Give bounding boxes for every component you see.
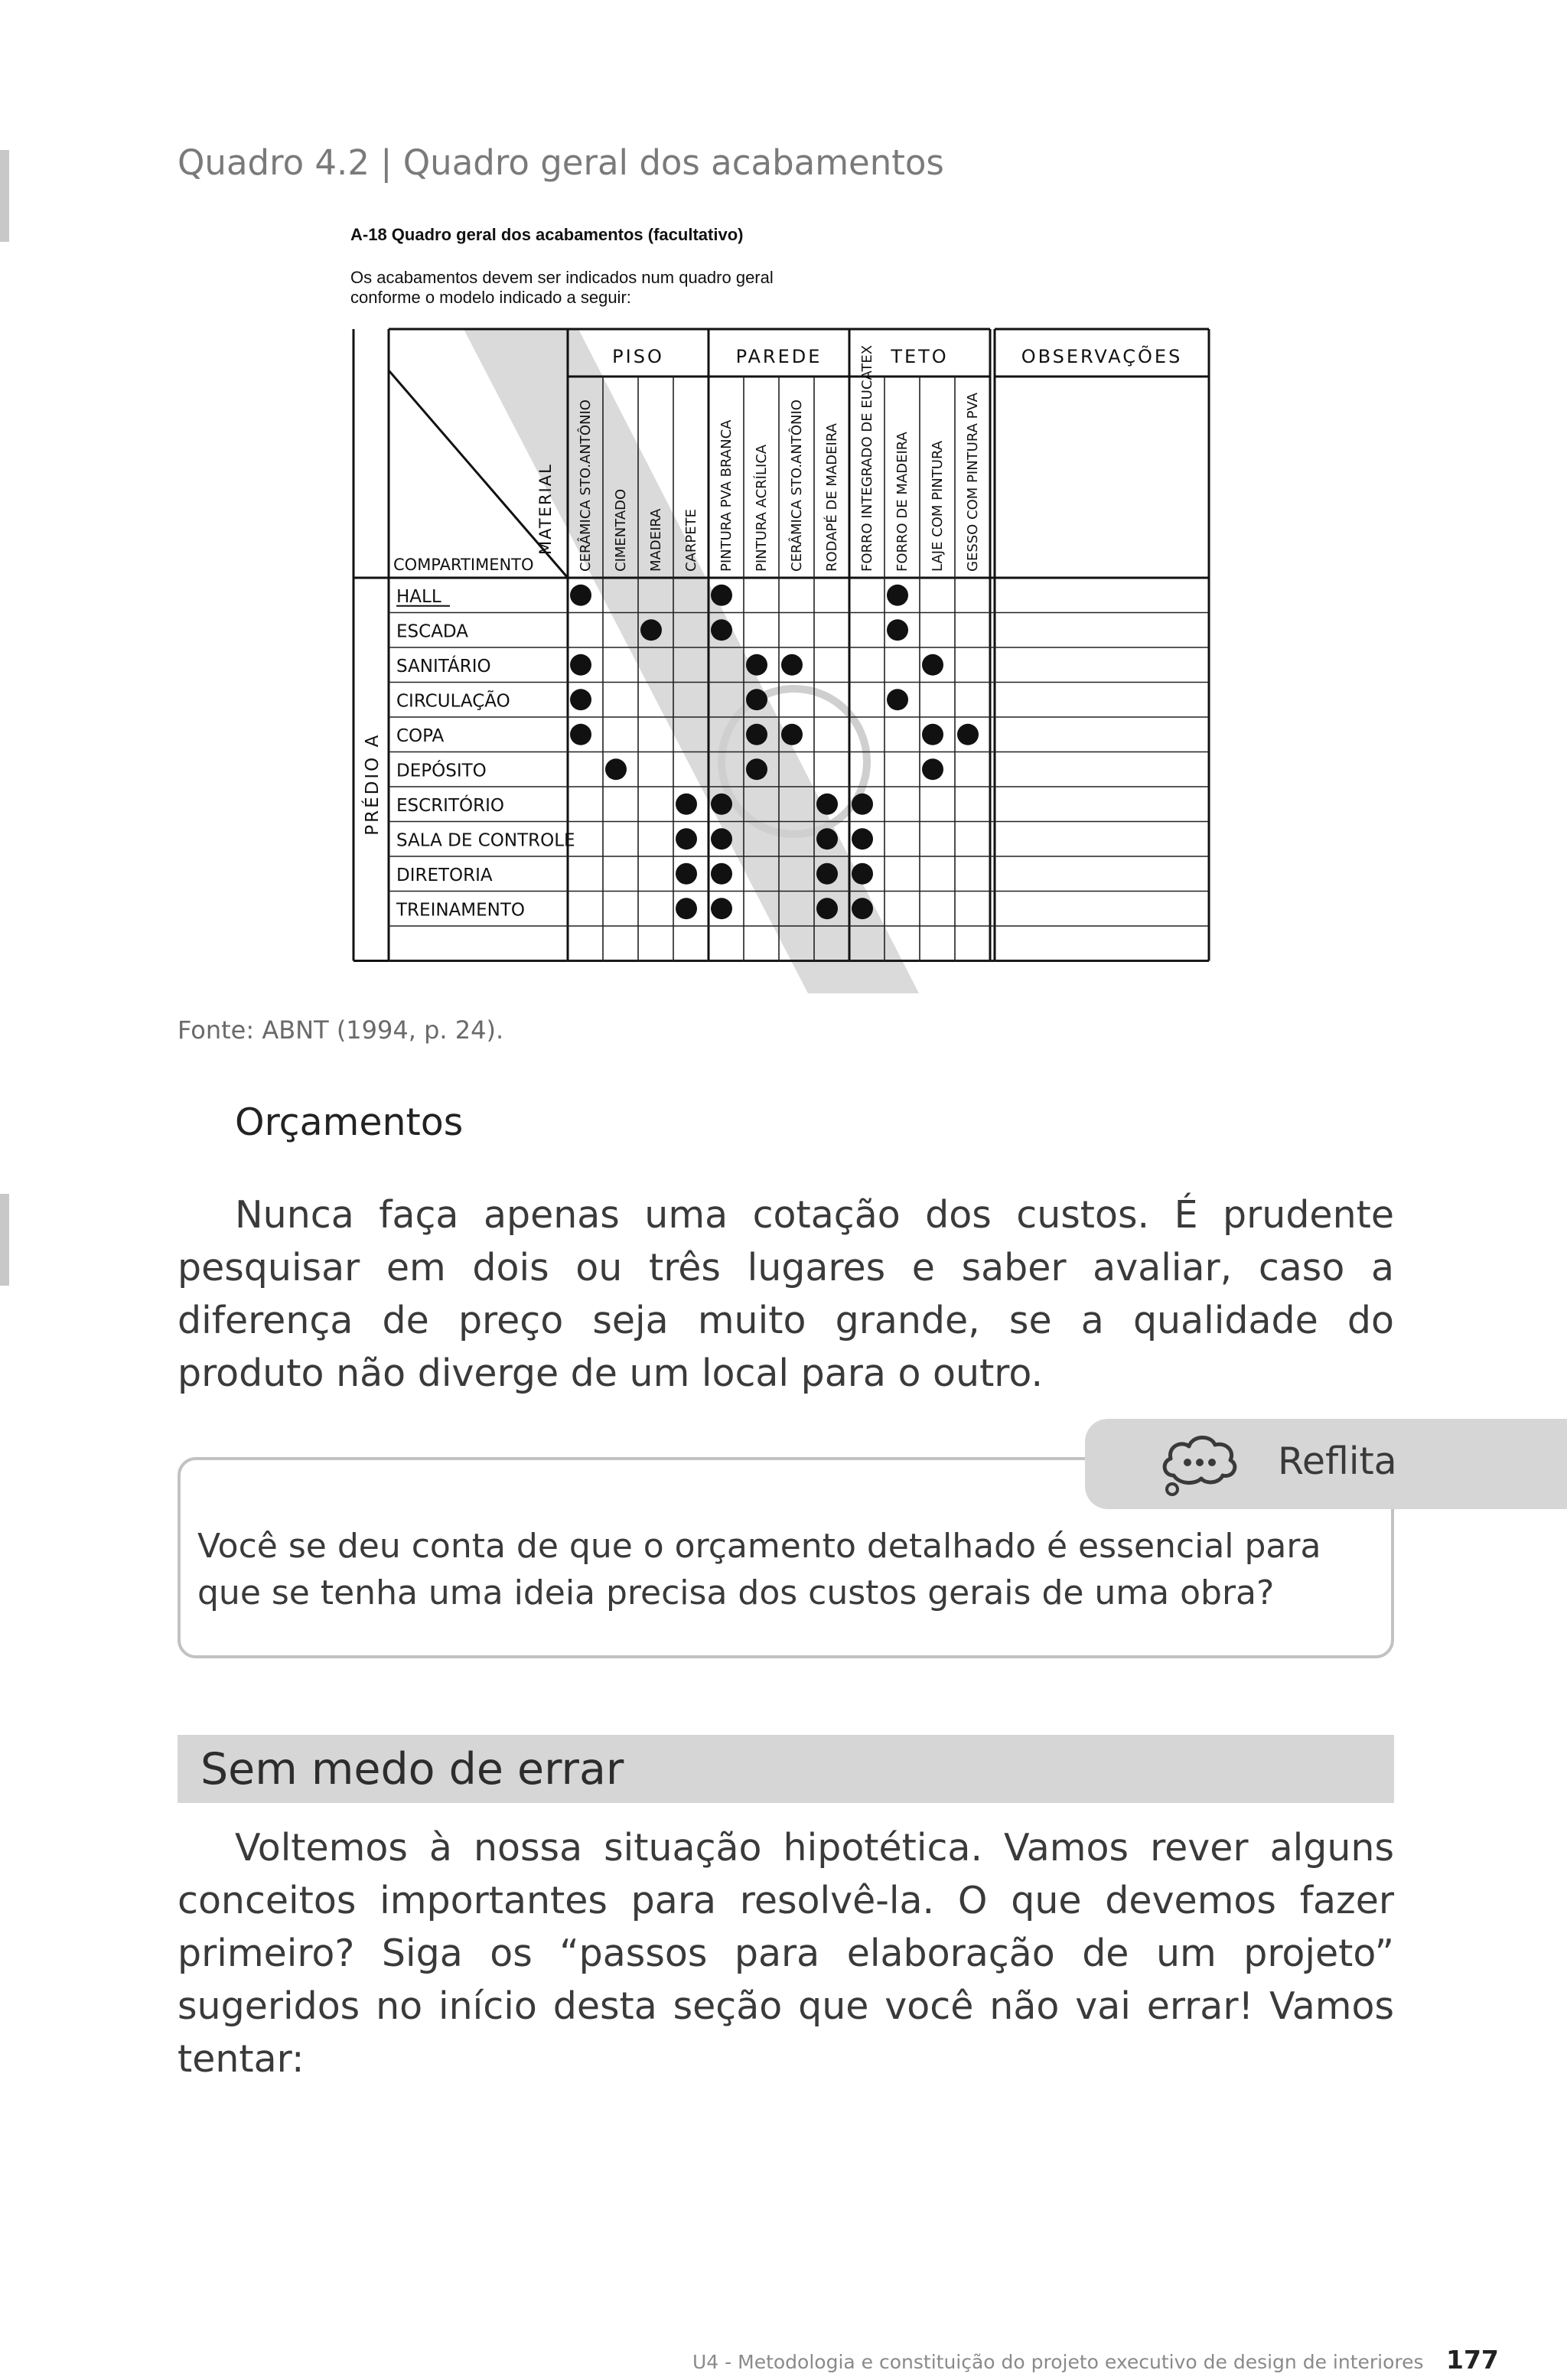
finish-mark-r8-c3 bbox=[676, 863, 697, 885]
figure-intro-line2: conforme o modelo indicado a seguir: bbox=[350, 288, 631, 307]
footer-text: U4 - Metodologia e constituição do projeto executivo de design de interiores bbox=[692, 2351, 1424, 2373]
material-column-2: MADEIRA bbox=[648, 508, 664, 572]
group-header-3: OBSERVAÇÕES bbox=[1021, 346, 1183, 367]
margin-bar-top bbox=[0, 150, 9, 242]
watermark-band bbox=[464, 329, 919, 993]
material-column-10: LAJE COM PINTURA bbox=[930, 440, 946, 572]
paragraph-hypothetical bbox=[178, 1821, 1394, 2085]
finish-mark-r9-c7 bbox=[816, 898, 838, 919]
finish-mark-r9-c4 bbox=[711, 898, 732, 919]
row-name-2: SANITÁRIO bbox=[396, 656, 491, 677]
finish-mark-r2-c10 bbox=[922, 654, 943, 676]
finish-mark-r3-c9 bbox=[887, 689, 908, 710]
material-column-5: PINTURA ACRÍLICA bbox=[754, 444, 770, 572]
paragraph-hypothetical-text: Voltemos à nossa situação hipotética. Vamos rever alguns conceitos importantes para resolvê-la. O que devemos fazer primeiro? Siga os “passos para elaboração de um projeto” sugeridos no início desta seção que você não vai errar! Vamos tentar: bbox=[178, 1826, 1394, 2081]
finish-mark-r8-c7 bbox=[816, 863, 838, 885]
finishes-table bbox=[349, 214, 1221, 995]
row-name-6: ESCRITÓRIO bbox=[396, 795, 504, 816]
finish-mark-r7-c7 bbox=[816, 828, 838, 849]
row-name-3: CIRCULAÇÃO bbox=[396, 691, 510, 712]
material-column-8: FORRO INTEGRADO DE EUCATEX bbox=[859, 344, 875, 572]
compartment-label: COMPARTIMENTO bbox=[393, 556, 534, 574]
finish-mark-r4-c6 bbox=[781, 724, 803, 745]
building-label: PRÉDIO A bbox=[363, 732, 383, 836]
finish-mark-r5-c5 bbox=[746, 758, 767, 780]
row-name-5: DEPÓSITO bbox=[396, 761, 487, 781]
group-header-0: PISO bbox=[612, 346, 664, 367]
row-name-7: SALA DE CONTROLE bbox=[396, 830, 575, 851]
finish-mark-r6-c3 bbox=[676, 794, 697, 815]
section-title: Sem medo de errar bbox=[200, 1744, 624, 1795]
row-name-4: COPA bbox=[396, 725, 445, 746]
thought-bubble-icon bbox=[1157, 1428, 1241, 1505]
page-number: 177 bbox=[1446, 2345, 1499, 2375]
finish-mark-r7-c4 bbox=[711, 828, 732, 849]
finish-mark-r2-c5 bbox=[746, 654, 767, 676]
paragraph-budget bbox=[178, 1188, 1394, 1400]
finish-mark-r9-c3 bbox=[676, 898, 697, 919]
material-label: MATERIAL bbox=[536, 463, 555, 555]
material-column-11: GESSO COM PINTURA PVA bbox=[965, 393, 981, 572]
figure-heading: A-18 Quadro geral dos acabamentos (facultativo) bbox=[350, 225, 744, 244]
figure-caption: Quadro 4.2 | Quadro geral dos acabamentos bbox=[178, 142, 944, 183]
material-column-7: RODAPÉ DE MADEIRA bbox=[824, 423, 840, 572]
finish-mark-r5-c10 bbox=[922, 758, 943, 780]
finish-mark-r3-c5 bbox=[746, 689, 767, 710]
figure-source: Fonte: ABNT (1994, p. 24). bbox=[178, 1016, 504, 1045]
reflect-text: Você se deu conta de que o orçamento detalhado é essencial para que se tenha uma ideia precisa dos custos gerais de uma obra? bbox=[197, 1527, 1321, 1612]
finish-mark-r0-c4 bbox=[711, 585, 732, 606]
finish-mark-r6-c8 bbox=[852, 794, 873, 815]
material-column-9: FORRO DE MADEIRA bbox=[894, 432, 911, 572]
row-name-0: HALL bbox=[396, 586, 441, 607]
finish-mark-r1-c2 bbox=[640, 619, 662, 641]
finish-mark-r9-c8 bbox=[852, 898, 873, 919]
finish-mark-r5-c1 bbox=[605, 758, 627, 780]
material-column-3: CARPETE bbox=[683, 509, 699, 572]
row-name-9: TREINAMENTO bbox=[396, 900, 526, 921]
finish-mark-r4-c5 bbox=[746, 724, 767, 745]
finish-mark-r0-c9 bbox=[887, 585, 908, 606]
material-column-4: PINTURA PVA BRANCA bbox=[718, 419, 735, 572]
finish-mark-r1-c9 bbox=[887, 619, 908, 641]
finish-mark-r7-c3 bbox=[676, 828, 697, 849]
group-header-1: PAREDE bbox=[735, 346, 823, 367]
material-column-0: CERÂMICA STO.ANTÔNIO bbox=[578, 399, 594, 572]
section-bar bbox=[178, 1735, 1394, 1803]
finish-mark-r8-c8 bbox=[852, 863, 873, 885]
finish-mark-r4-c0 bbox=[570, 724, 591, 745]
finish-mark-r0-c0 bbox=[570, 585, 591, 606]
figure-intro-line1: Os acabamentos devem ser indicados num quadro geral bbox=[350, 268, 774, 287]
finish-mark-r7-c8 bbox=[852, 828, 873, 849]
row-name-1: ESCADA bbox=[396, 621, 468, 642]
finish-mark-r2-c6 bbox=[781, 654, 803, 676]
finish-mark-r4-c10 bbox=[922, 724, 943, 745]
finish-mark-r6-c4 bbox=[711, 794, 732, 815]
subheading-orcamentos: Orçamentos bbox=[235, 1100, 464, 1144]
row-name-8: DIRETORIA bbox=[396, 865, 493, 885]
finish-mark-r4-c11 bbox=[957, 724, 979, 745]
finish-mark-r1-c4 bbox=[711, 619, 732, 641]
finish-mark-r3-c0 bbox=[570, 689, 591, 710]
material-column-1: CIMENTADO bbox=[613, 488, 629, 572]
finish-mark-r8-c4 bbox=[711, 863, 732, 885]
group-header-2: TETO bbox=[891, 346, 949, 367]
reflect-label: Reflita bbox=[1278, 1439, 1397, 1483]
finish-mark-r6-c7 bbox=[816, 794, 838, 815]
finish-mark-r2-c0 bbox=[570, 654, 591, 676]
paragraph-budget-text: Nunca faça apenas uma cotação dos custos. É prudente pesquisar em dois ou três lugares e saber avaliar, caso a diferença de preço seja muito grande, se a qualidade do produto não diverge de um local para o outro. bbox=[178, 1193, 1394, 1395]
margin-bar-middle bbox=[0, 1194, 9, 1286]
finishes-table-figure bbox=[349, 214, 1221, 995]
material-column-6: CERÂMICA STO.ANTÔNIO bbox=[789, 399, 805, 572]
